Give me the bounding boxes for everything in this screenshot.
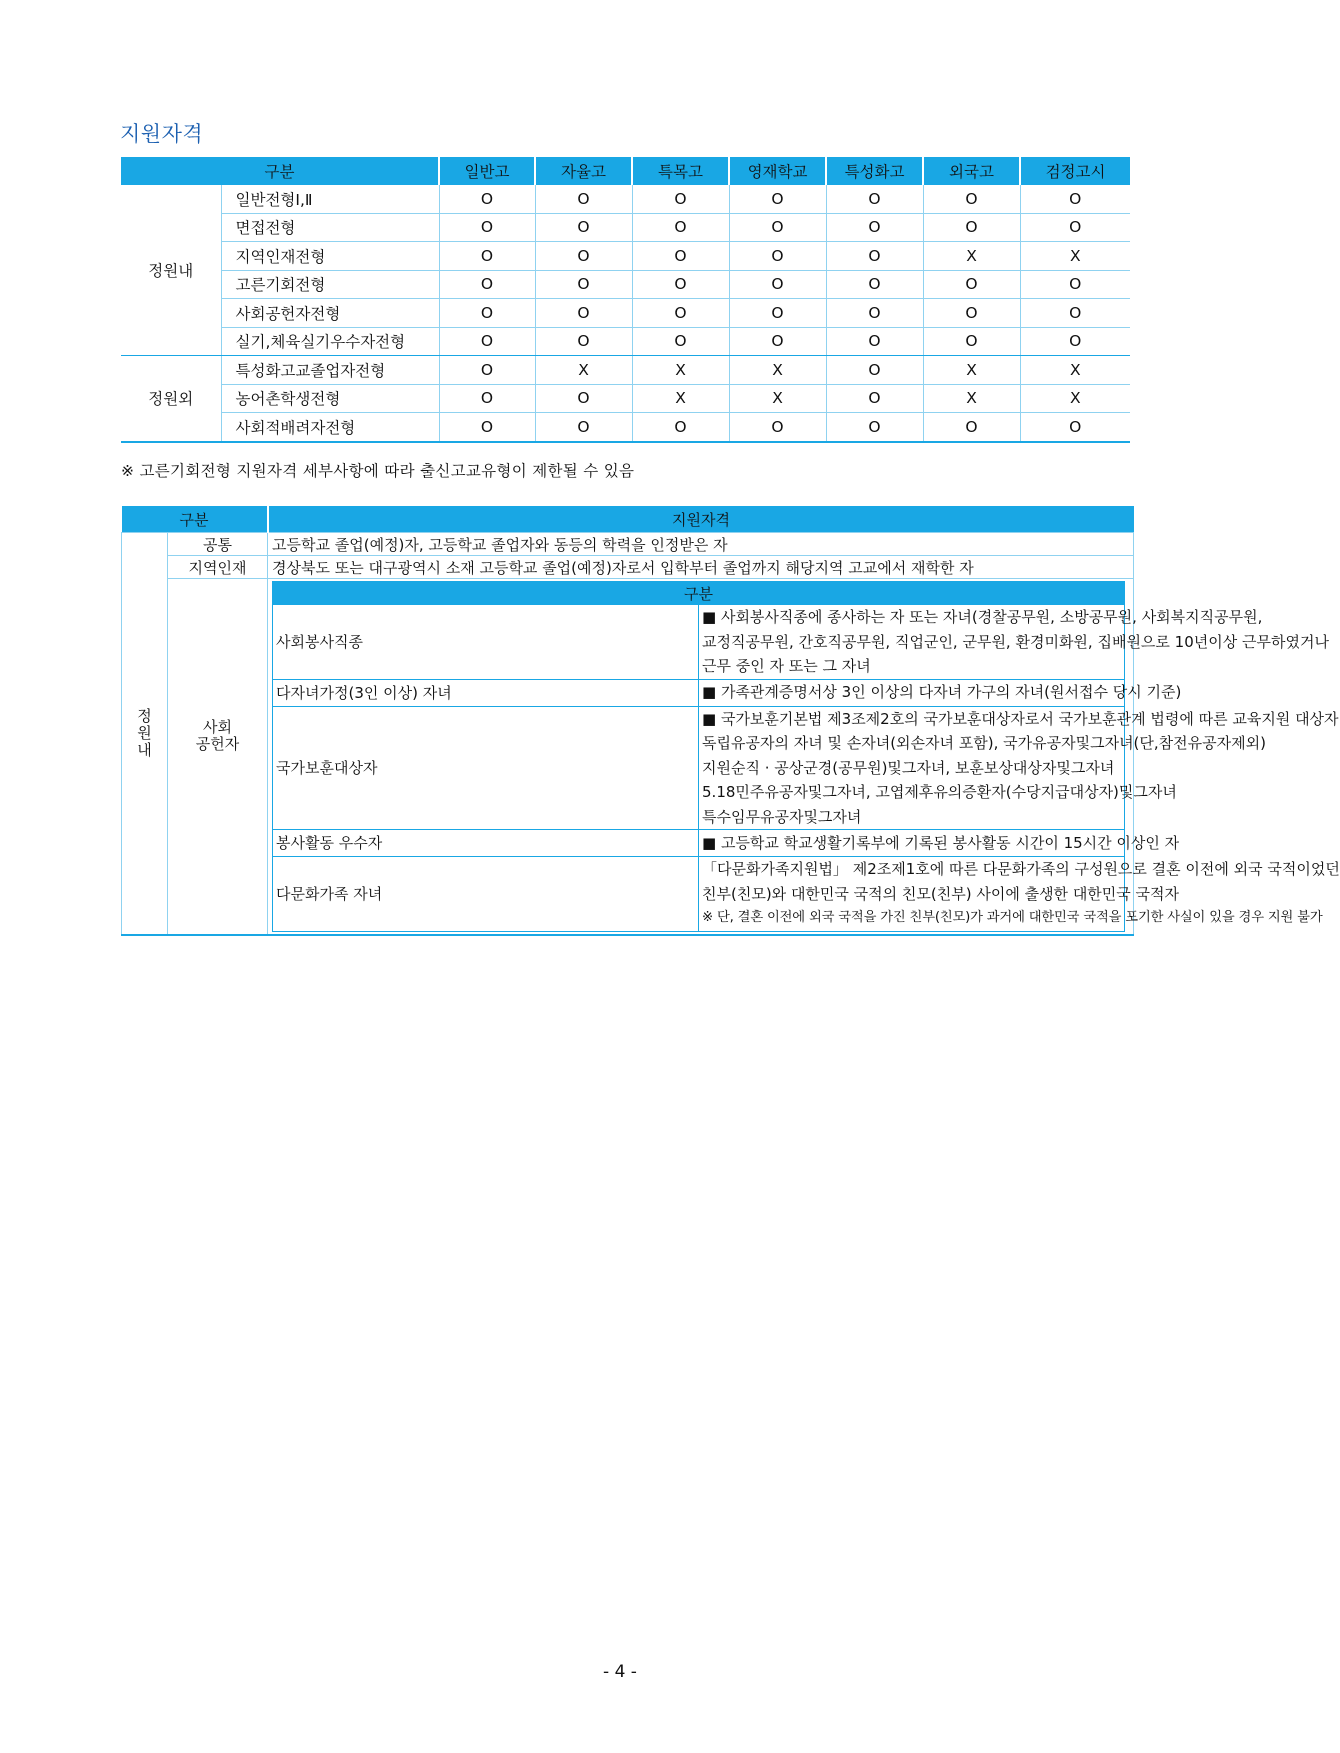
eligibility-mark: O [826, 327, 923, 356]
eligibility-mark: O [439, 384, 535, 413]
regional-text: 경상북도 또는 대구광역시 소재 고등학교 졸업(예정)자로서 입학부터 졸업까지 해당지역 고교에서 재학한 자 [268, 556, 1134, 579]
eligibility-mark: O [439, 270, 535, 299]
eligibility-mark: O [535, 384, 632, 413]
eligibility-mark: O [729, 299, 826, 328]
table-row [121, 299, 1130, 328]
inner-header-row [273, 582, 1125, 605]
eligibility-mark: O [535, 213, 632, 242]
table-row [273, 605, 1125, 680]
eligibility-mark: O [439, 327, 535, 356]
eligibility-mark: X [729, 356, 826, 385]
eligibility-mark: O [1020, 327, 1130, 356]
sub-type-label: 봉사활동 우수자 [273, 830, 699, 857]
eligibility-mark: O [632, 270, 729, 299]
table-row [121, 327, 1130, 356]
eligibility-mark: O [535, 242, 632, 271]
eligibility-detail-table [121, 506, 1340, 936]
table-row [273, 830, 1125, 857]
eligibility-mark: O [826, 384, 923, 413]
desc-line: 5.18민주유공자및그자녀, 고엽제후유의증환자(수당지급대상자)및그자녀 [702, 783, 1177, 801]
desc-line: ■ 가족관계증명서상 3인 이상의 다자녀 가구의 자녀(원서접수 당시 기준) [702, 683, 1182, 702]
table-row [121, 356, 1130, 385]
table-row [273, 679, 1125, 706]
eligibility-mark: O [439, 213, 535, 242]
eligibility-mark: O [632, 327, 729, 356]
table2-header-row [122, 506, 1134, 533]
eligibility-mark: O [923, 413, 1020, 442]
table-row [122, 533, 1134, 556]
eligibility-mark: O [826, 242, 923, 271]
eligibility-mark: O [826, 213, 923, 242]
eligibility-mark: O [826, 185, 923, 213]
eligibility-by-school-type-table [121, 157, 1130, 443]
outer-category-label: 정 원 내 [122, 533, 168, 935]
eligibility-mark: X [632, 356, 729, 385]
table1-header-col: 자율고 [535, 157, 632, 185]
eligibility-mark: O [826, 270, 923, 299]
table-row [122, 556, 1134, 579]
page-title: 지원자격 [120, 122, 204, 146]
sub-type-desc [699, 706, 1339, 830]
desc-line: 친부(친모)와 대한민국 국적의 친모(친부) 사이에 출생한 대한민국 국적자 [702, 884, 1180, 903]
sub-type-label: 국가보훈대상자 [273, 706, 699, 830]
eligibility-mark: O [729, 327, 826, 356]
sub-type-label: 다문화가족 자녀 [273, 857, 699, 932]
sub-type-label: 다자녀가정(3인 이상) 자녀 [273, 679, 699, 706]
eligibility-mark: O [923, 299, 1020, 328]
eligibility-mark: O [729, 270, 826, 299]
desc-line: 교정직공무원, 간호직공무원, 직업군인, 군무원, 환경미화원, 집배원으로 10년이상 근무하였거나 [702, 632, 1329, 651]
eligibility-mark: X [729, 384, 826, 413]
eligibility-mark: O [826, 413, 923, 442]
eligibility-mark: X [923, 356, 1020, 385]
table1-header-col: 특성화고 [826, 157, 923, 185]
regional-label: 지역인재 [168, 556, 268, 579]
eligibility-mark: O [826, 299, 923, 328]
inner-header: 구분 [273, 582, 1125, 605]
eligibility-mark: O [439, 413, 535, 442]
footnote: ※ 고른기회전형 지원자격 세부사항에 따라 출신고교유형이 제한될 수 있음 [121, 462, 635, 480]
desc-line: 독립유공자의 자녀 및 손자녀(외손자녀 포함), 국가유공자및그자녀(단,참전유공자제외) [702, 734, 1266, 752]
admission-type: 면접전형 [221, 213, 439, 242]
admission-type: 고른기회전형 [221, 270, 439, 299]
table1-header-col: 외국고 [923, 157, 1020, 185]
desc-footnote: ※ 단, 결혼 이전에 외국 국적을 가진 친부(친모)가 과거에 대한민국 국적을 포기한 사실이 있을 경우 지원 불가 [702, 910, 1323, 925]
eligibility-mark: O [1020, 270, 1130, 299]
table-row [121, 213, 1130, 242]
desc-line: ■ 국가보훈기본법 제3조제2호의 국가보훈대상자로서 국가보훈관계 법령에 따른 교육지원 대상자 [702, 709, 1339, 728]
eligibility-mark: O [632, 299, 729, 328]
eligibility-mark: X [535, 356, 632, 385]
desc-line: 지원순직 · 공상군경(공무원)및그자녀, 보훈보상대상자및그자녀 [702, 758, 1115, 777]
sub-type-label: 사회봉사직종 [273, 605, 699, 680]
admission-type: 일반전형Ⅰ,Ⅱ [221, 185, 439, 213]
sub-type-desc [699, 679, 1182, 706]
eligibility-mark: O [439, 356, 535, 385]
social-contributor-table [272, 581, 1340, 932]
table-row [121, 413, 1130, 442]
table1-header-col: 영재학교 [729, 157, 826, 185]
sub-type-desc [699, 857, 1340, 932]
eligibility-mark: O [439, 299, 535, 328]
admission-type: 사회공헌자전형 [221, 299, 439, 328]
desc-line: ■ 사회봉사직종에 종사하는 자 또는 자녀(경찰공무원, 소방공무원, 사회복지직공무원, [702, 608, 1263, 626]
eligibility-mark: X [632, 384, 729, 413]
eligibility-mark: O [535, 270, 632, 299]
eligibility-mark: O [535, 299, 632, 328]
table1-header-row [121, 157, 1130, 185]
table-row [121, 185, 1130, 213]
social-contributor-detail [268, 579, 1340, 935]
eligibility-mark: X [1020, 356, 1130, 385]
table2-header-qualification: 지원자격 [268, 506, 1134, 533]
eligibility-mark: O [826, 356, 923, 385]
admission-type: 사회적배려자전형 [221, 413, 439, 442]
admission-type: 실기,체육실기우수자전형 [221, 327, 439, 356]
table-row [121, 270, 1130, 299]
eligibility-mark: O [729, 242, 826, 271]
table-row [121, 242, 1130, 271]
eligibility-mark: O [535, 327, 632, 356]
sub-type-desc [699, 605, 1329, 680]
eligibility-mark: X [1020, 242, 1130, 271]
table1-header-col: 일반고 [439, 157, 535, 185]
group-category-label: 정원외 [121, 356, 221, 442]
eligibility-mark: O [632, 213, 729, 242]
desc-line: ■ 고등학교 학교생활기록부에 기록된 봉사활동 시간이 15시간 이상인 자 [702, 833, 1180, 852]
eligibility-mark: O [1020, 213, 1130, 242]
eligibility-mark: O [1020, 413, 1130, 442]
eligibility-mark: O [923, 270, 1020, 299]
eligibility-mark: O [1020, 185, 1130, 213]
eligibility-mark: O [1020, 299, 1130, 328]
admission-type: 농어촌학생전형 [221, 384, 439, 413]
table-row [273, 857, 1125, 932]
eligibility-mark: O [923, 185, 1020, 213]
table-row [122, 579, 1134, 935]
table1-header-col: 검정고시 [1020, 157, 1130, 185]
desc-line: 근무 중인 자 또는 그 자녀 [702, 657, 871, 675]
admission-type: 지역인재전형 [221, 242, 439, 271]
eligibility-mark: O [729, 213, 826, 242]
eligibility-mark: O [632, 413, 729, 442]
eligibility-mark: O [923, 213, 1020, 242]
eligibility-mark: X [923, 242, 1020, 271]
eligibility-mark: O [729, 413, 826, 442]
admission-type: 특성화고교졸업자전형 [221, 356, 439, 385]
table-row [121, 384, 1130, 413]
eligibility-mark: O [535, 413, 632, 442]
common-label: 공통 [168, 533, 268, 556]
eligibility-mark: O [632, 242, 729, 271]
table1-header-col: 특목고 [632, 157, 729, 185]
social-contributor-label: 사회 공헌자 [168, 579, 268, 935]
eligibility-mark: O [439, 242, 535, 271]
eligibility-mark: O [729, 185, 826, 213]
eligibility-mark: O [632, 185, 729, 213]
eligibility-mark: X [1020, 384, 1130, 413]
table2-header-category: 구분 [122, 506, 268, 533]
group-category-label: 정원내 [121, 185, 221, 356]
eligibility-mark: O [439, 185, 535, 213]
eligibility-mark: O [535, 185, 632, 213]
page-number: - 4 - [603, 1662, 637, 1682]
sub-type-desc [699, 830, 1180, 857]
eligibility-mark: O [923, 327, 1020, 356]
desc-line: 「다문화가족지원법」 제2조제1호에 따른 다문화가족의 구성원으로 결혼 이전에 외국 국적이었던 [702, 860, 1340, 878]
common-text: 고등학교 졸업(예정)자, 고등학교 졸업자와 동등의 학력을 인정받은 자 [268, 533, 1134, 556]
table1-header-category: 구분 [121, 157, 439, 185]
desc-line: 특수임무유공자및그자녀 [702, 807, 862, 826]
table-row [273, 706, 1125, 830]
eligibility-mark: X [923, 384, 1020, 413]
